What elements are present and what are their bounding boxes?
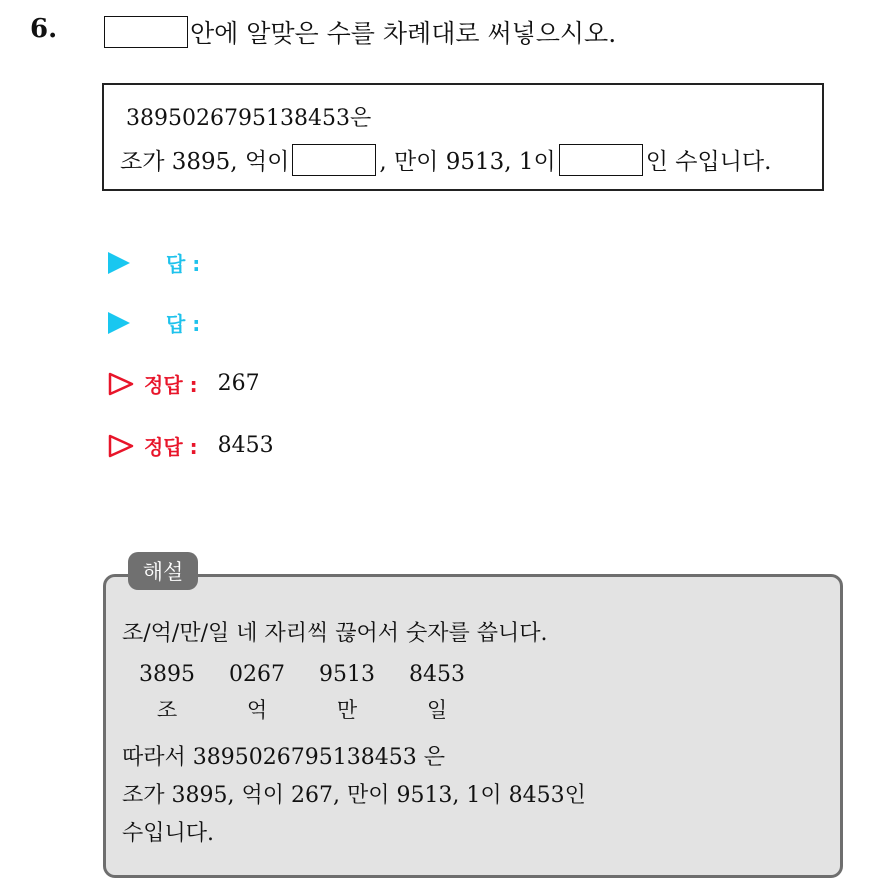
unit-labels-row: [122, 694, 482, 724]
correct-answer-row-1: [108, 369, 260, 398]
instruction-blank-box: [104, 16, 188, 48]
explanation-line-1: 조/억/만/일 네 자리씩 끊어서 숫자를 씁니다.: [122, 621, 548, 646]
problem-text-part3: 인 수입니다.: [645, 149, 772, 175]
problem-text-part2: , 만이 9513, 1이: [379, 149, 556, 175]
play-triangle-icon: [108, 312, 130, 334]
question-instruction-line: [104, 14, 616, 50]
explanation-tag: 해설: [128, 552, 198, 590]
outline-triangle-icon: [108, 372, 134, 396]
explanation-line-2: 따라서 3895026795138453 은: [122, 745, 445, 770]
answer-row-2: [108, 308, 200, 337]
answer-label: 답 :: [166, 312, 201, 336]
play-triangle-icon: [108, 252, 130, 274]
question-instruction: 안에 알맞은 수를 차례대로 써넣으시오.: [190, 19, 617, 48]
number-group: 3895: [139, 662, 195, 687]
explanation-line-4: 수입니다.: [122, 821, 215, 846]
number-groups-row: [122, 662, 482, 687]
outline-triangle-icon: [108, 434, 134, 458]
correct-answer-label: 정답 :: [144, 435, 198, 459]
correct-answer-value: 8453: [217, 433, 274, 458]
problem-box: [102, 83, 824, 191]
unit-label: 조: [156, 698, 178, 722]
problem-text-part1: 조가 3895, 억이: [120, 149, 290, 175]
correct-answer-value: 267: [217, 371, 260, 396]
answer-blank-2[interactable]: [559, 144, 643, 176]
answer-row-1: [108, 248, 200, 277]
number-group: 8453: [409, 662, 465, 687]
unit-label: 일: [426, 698, 448, 722]
unit-label: 억: [246, 698, 268, 722]
unit-label: 만: [336, 698, 358, 722]
problem-sentence: [120, 143, 771, 176]
number-group: 0267: [229, 662, 285, 687]
problem-number-text: 3895026795138453은: [126, 106, 372, 131]
correct-answer-row-2: [108, 431, 274, 460]
answer-blank-1[interactable]: [292, 144, 376, 176]
explanation-line-3: 조가 3895, 억이 267, 만이 9513, 1이 8453인: [122, 783, 586, 808]
number-group: 9513: [319, 662, 375, 687]
correct-answer-label: 정답 :: [144, 373, 198, 397]
answer-label: 답 :: [166, 252, 201, 276]
question-number: 6.: [30, 14, 58, 44]
